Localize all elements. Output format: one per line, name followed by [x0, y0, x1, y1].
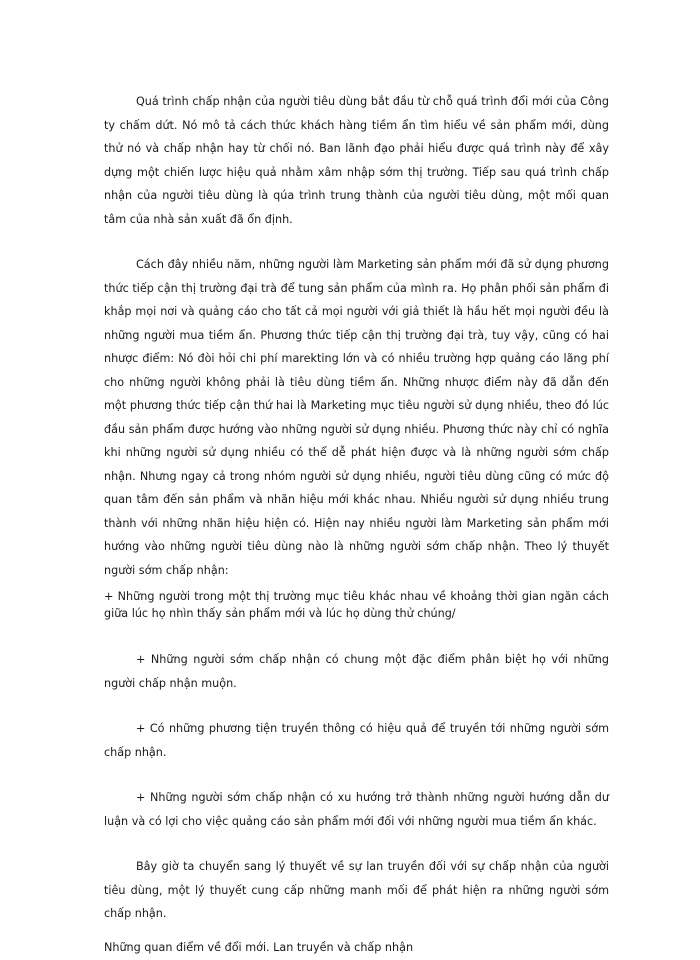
paragraph-diffusion-theory: Bây giờ ta chuyển sang lý thuyết về sự lan truyền đối với sự chấp nhận của người tiêu dùng, một lý thuyết cung cấp những manh mối để phát hiện ra những người sớm chấp nhận. [104, 860, 609, 920]
document-page [104, 90, 609, 959]
bullet-item-time-gap: + Những người trong một thị trường mục tiêu khác nhau về khoảng thời gian ngăn cách giữa lúc họ nhìn thấy sản phẩm mới và lúc họ dùng thử chúng/ [104, 590, 609, 620]
paragraph-adoption-process: Quá trình chấp nhận của người tiêu dùng bắt đầu từ chỗ quá trình đổi mới của Công ty chấm dứt. Nó mô tả cách thức khách hàng tiềm ẩn tìm hiểu về sản phẩm mới, dùng thử nó và chấp nhận hay từ chối nó. Ban lãnh đạo phải hiểu được quá trình này để xây dựng một chiến lược hiệu quả nhằm xâm nhập sớm thị trường. Tiếp sau quá trình chấp nhận của người tiêu dùng là qúa trình trung thành của người tiêu dùng, một mối quan tâm của nhà sản xuất đã ổn định. [104, 95, 609, 226]
bullet-item-media: + Có những phương tiện truyền thông có hiệu quả để truyền tới những người sớm chấp nhận. [104, 722, 609, 759]
bullet-item-opinion-leaders: + Những người sớm chấp nhận có xu hướng trở thành những người hướng dẫn dư luận và có lợi cho việc quảng cáo sản phẩm mới đối với những người mua tiềm ẩn khác. [104, 791, 609, 828]
bullet-item-shared-traits: + Những người sớm chấp nhận có chung một đặc điểm phân biệt họ với những người chấp nhận muộn. [104, 653, 609, 690]
paragraph-marketing-approaches: Cách đây nhiều năm, những người làm Marketing sản phẩm mới đã sử dụng phương thức tiếp cận thị trường đại trà để tung sản phẩm của mình ra. Họ phân phối sản phẩm đi khắp mọi nơi và quảng cáo cho tất cả mọi người với giả thiết là hầu hết mọi người đều là những người mua tiềm ẩn. Phương thức tiếp cận thị trường đại trà, tuy vậy, cũng có hai nhược điểm: Nó đòi hỏi chi phí marekting lớn và có nhiều trường hợp quảng cáo lãng phí cho những người không phải là tiêu dùng tiềm ẩn. Những nhược điểm này đã dẫn đến một phương thức tiếp cận thứ hai là Marketing mục tiêu người sử dụng nhiều, theo đó lúc đầu sản phẩm được hướng vào những người sử dụng nhiều. Phương thức này chỉ có nghĩa khi những người sử dụng nhiều có thể dễ phát hiện được và là những người sớm chấp nhận. Nhưng ngay cả trong nhóm người sử dụng nhiều, người tiêu dùng cũng có mức độ quan tâm đến sản phẩm và nhãn hiệu mới khác nhau. Nhiều người sử dụng nhiều trung thành với những nhãn hiệu hiện có. Hiện nay nhiều người làm Marketing sản phẩm mới hướng vào những người tiêu dùng nào là những người sớm chấp nhận. Theo lý thuyết người sớm chấp nhận: [104, 258, 609, 577]
section-heading: Những quan điểm về đổi mới. Lan truyền và chấp nhận [104, 940, 414, 954]
